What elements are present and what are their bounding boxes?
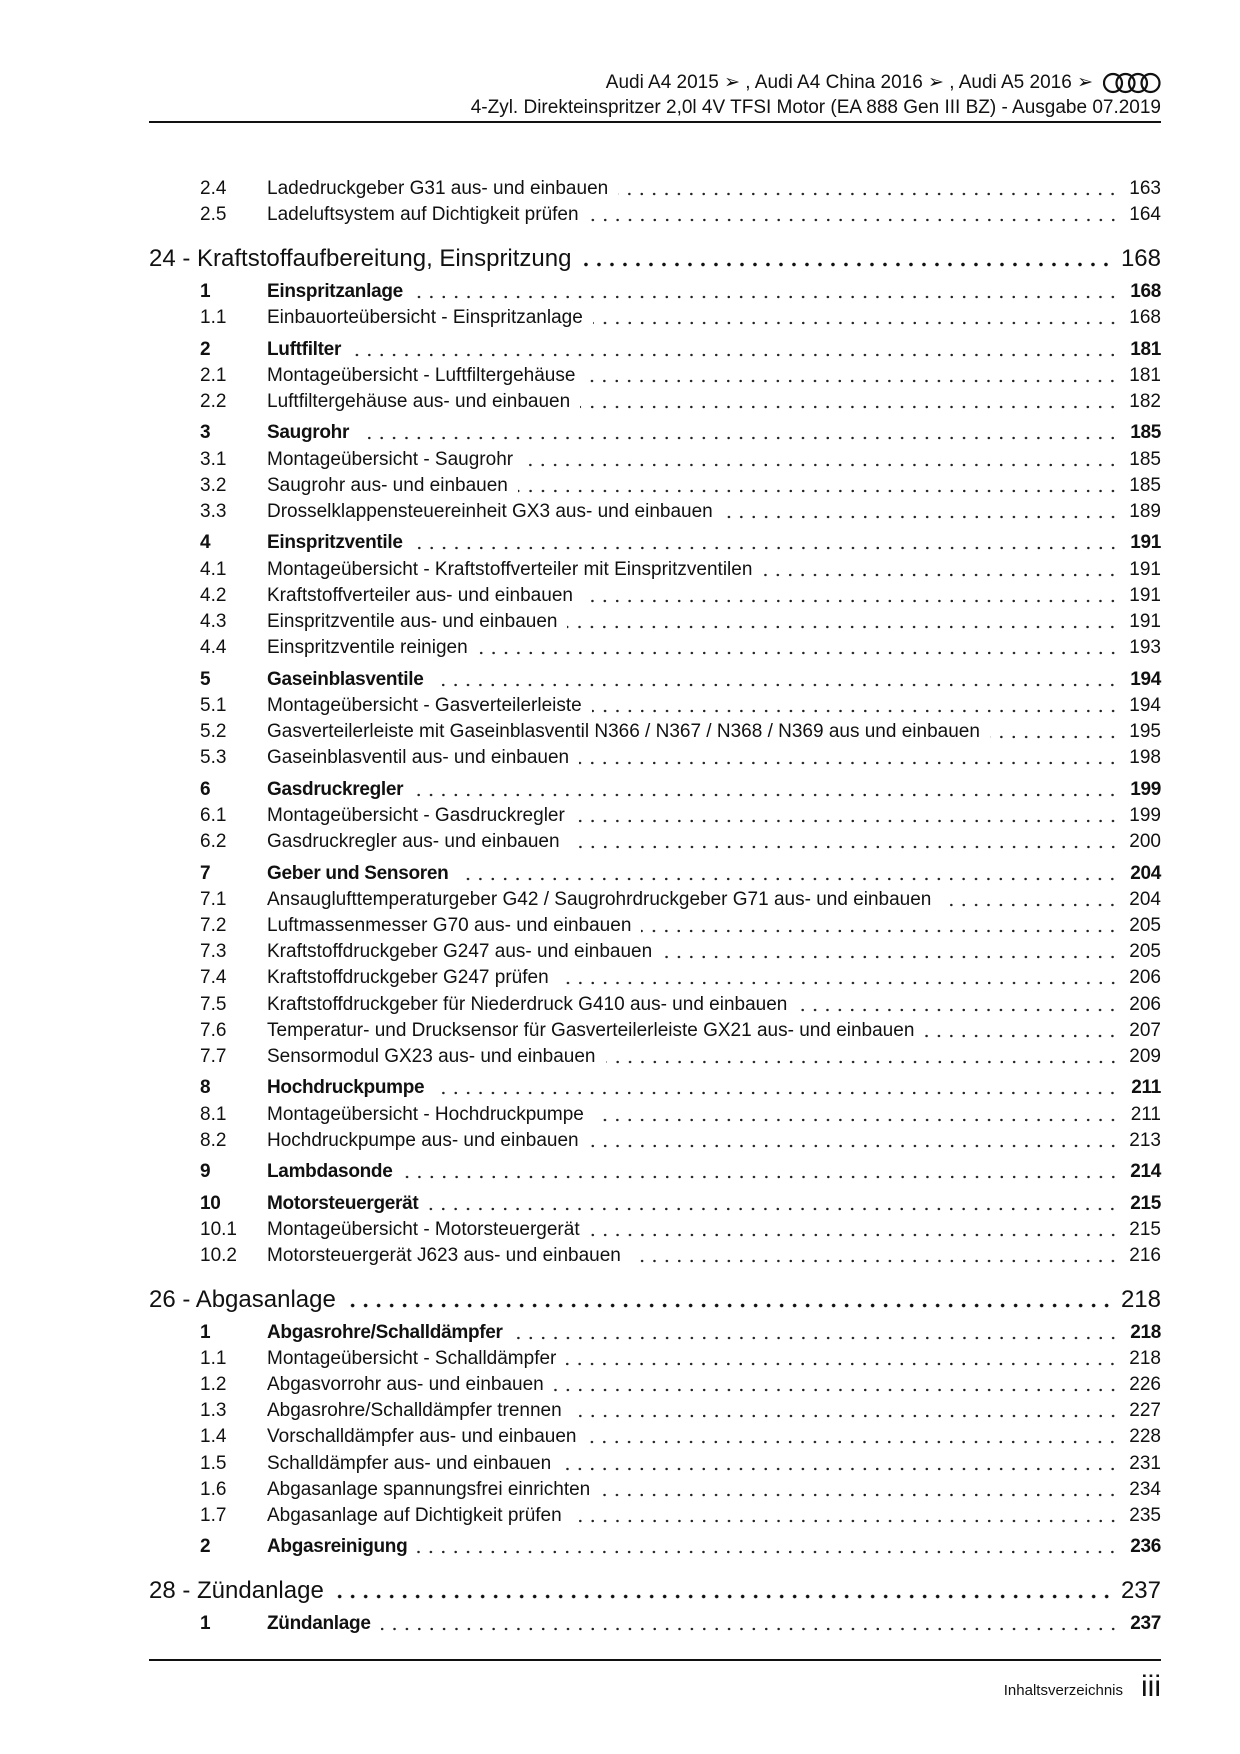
entry-title: Abgasreinigung — [267, 1536, 408, 1558]
entry-number: 1.1 — [200, 307, 227, 329]
entry-page: 206 — [1129, 993, 1161, 1015]
entry-title: Saugrohr — [267, 422, 350, 444]
audi-rings-logo-icon — [1103, 71, 1161, 95]
entry-number: 7.5 — [200, 993, 227, 1015]
table-of-contents — [149, 176, 1161, 1637]
entry-page: 227 — [1129, 1400, 1161, 1422]
toc-subsection[interactable] — [149, 913, 1161, 939]
entry-title: Montageübersicht - Saugrohr — [267, 448, 514, 470]
dot-leader — [924, 1018, 1119, 1044]
entry-title: Abgasrohre/Schalldämpfer trennen — [267, 1400, 562, 1422]
entry-page: 200 — [1129, 831, 1161, 853]
entry-title: Kraftstoffdruckgeber für Niederdruck G410 aus- und einbauen — [267, 993, 788, 1015]
entry-page: 181 — [1129, 364, 1161, 386]
entry-title: Gaseinblasventile — [267, 668, 424, 690]
entry-number: 1.5 — [200, 1452, 227, 1474]
dot-leader — [434, 1075, 1119, 1101]
toc-subsection[interactable] — [149, 1450, 1161, 1476]
dot-leader — [581, 247, 1112, 273]
entry-number: 4.2 — [200, 584, 227, 606]
entry-page: 185 — [1129, 448, 1161, 470]
dot-leader — [575, 803, 1119, 829]
entry-title: Gasverteilerleiste mit Gaseinblasventil N366 / N367 / N368 / N369 aus und einbauen — [267, 721, 980, 743]
entry-page: 211 — [1130, 1103, 1161, 1125]
toc-subsection[interactable] — [149, 887, 1161, 913]
entry-title: Ladedruckgeber G31 aus- und einbauen — [267, 178, 609, 200]
entry-title: Schalldämpfer aus- und einbauen — [267, 1452, 552, 1474]
dot-leader — [413, 279, 1119, 305]
entry-title: Luftfiltergehäuse aus- und einbauen — [267, 390, 571, 412]
entry-title: Gasdruckregler — [267, 778, 404, 800]
toc-subsection[interactable] — [149, 446, 1161, 472]
entry-page: 205 — [1129, 914, 1161, 936]
dot-leader — [592, 693, 1119, 719]
toc-subsection[interactable] — [149, 803, 1161, 829]
entry-number: 7.1 — [200, 888, 227, 910]
entry-number: 7.7 — [200, 1045, 227, 1067]
dot-leader — [403, 1159, 1120, 1185]
entry-page: 218 — [1120, 1286, 1161, 1314]
toc-section[interactable] — [149, 1534, 1161, 1560]
toc-subsection[interactable] — [149, 693, 1161, 719]
toc-subsection[interactable] — [149, 1243, 1161, 1269]
dot-leader — [618, 176, 1119, 202]
dot-leader — [572, 1503, 1119, 1529]
entry-page: 199 — [1129, 804, 1161, 826]
dot-leader — [513, 1320, 1119, 1346]
entry-title: 26 - Abgasanlage — [149, 1286, 336, 1314]
entry-page: 163 — [1129, 178, 1161, 200]
entry-number: 5.3 — [200, 747, 227, 769]
entry-title: Geber und Sensoren — [267, 862, 449, 884]
entry-title: Gasdruckregler aus- und einbauen — [267, 831, 560, 853]
entry-title: Kraftstoffdruckgeber G247 aus- und einbauen — [267, 941, 653, 963]
entry-title: Kraftstoffdruckgeber G247 prüfen — [267, 967, 549, 989]
dot-leader — [600, 1477, 1119, 1503]
entry-number: 5.2 — [200, 721, 227, 743]
entry-page: 211 — [1131, 1077, 1161, 1099]
header-models: Audi A4 2015 ➢ , Audi A4 China 2016 ➢ , Audi A5 2016 ➢ — [605, 72, 1093, 93]
toc-section[interactable] — [149, 1159, 1161, 1185]
entry-title: Montageübersicht - Schalldämpfer — [267, 1347, 557, 1369]
toc-subsection[interactable] — [149, 499, 1161, 525]
toc-chapter[interactable] — [149, 1578, 1161, 1605]
entry-page: 195 — [1129, 721, 1161, 743]
entry-page: 191 — [1130, 532, 1161, 554]
toc-subsection[interactable] — [149, 389, 1161, 415]
entry-number: 5 — [200, 668, 211, 690]
toc-section[interactable] — [149, 279, 1161, 305]
toc-subsection[interactable] — [149, 305, 1161, 331]
toc-subsection[interactable] — [149, 1503, 1161, 1529]
entry-number: 1.3 — [200, 1400, 227, 1422]
dot-leader — [413, 777, 1119, 803]
entry-title: Motorsteuergerät J623 aus- und einbauen — [267, 1245, 621, 1267]
toc-subsection[interactable] — [149, 965, 1161, 991]
dot-leader — [567, 609, 1119, 635]
entry-page: 209 — [1129, 1045, 1161, 1067]
toc-subsection[interactable] — [149, 991, 1161, 1017]
dot-leader — [523, 447, 1119, 473]
toc-subsection[interactable] — [149, 1477, 1161, 1503]
entry-title: Einspritzanlage — [267, 280, 403, 302]
dot-leader — [583, 583, 1119, 609]
toc-section[interactable] — [149, 1611, 1161, 1637]
entry-page: 207 — [1129, 1019, 1161, 1041]
entry-title: Ladeluftsystem auf Dichtigkeit prüfen — [267, 204, 579, 226]
entry-number: 4.1 — [200, 558, 227, 580]
entry-number: 2.4 — [200, 178, 227, 200]
entry-page: 198 — [1129, 747, 1161, 769]
entry-number: 8 — [200, 1077, 211, 1099]
dot-leader — [351, 337, 1119, 363]
entry-page: 182 — [1129, 390, 1161, 412]
dot-leader — [797, 992, 1119, 1018]
toc-subsection[interactable] — [149, 1044, 1161, 1070]
dot-leader — [594, 1102, 1119, 1128]
dot-leader — [346, 1288, 1113, 1314]
footer-label: Inhaltsverzeichnis — [1003, 1682, 1123, 1699]
entry-title: 28 - Zündanlage — [149, 1577, 324, 1605]
dot-leader — [723, 499, 1119, 525]
header-subtitle: 4-Zyl. Direkteinspritzer 2,0l 4V TFSI Motor (EA 888 Gen III BZ) - Ausgabe 07.2019 — [470, 97, 1161, 118]
toc-subsection[interactable] — [149, 556, 1161, 582]
entry-title: Montageübersicht - Motorsteuergerät — [267, 1218, 580, 1240]
dot-leader — [580, 389, 1119, 415]
entry-title: Montageübersicht - Kraftstoffverteiler mit Einspritzventilen — [267, 558, 753, 580]
entry-number: 4.4 — [200, 637, 227, 659]
dot-leader — [585, 363, 1119, 389]
dot-leader — [417, 1534, 1119, 1560]
dot-leader — [662, 939, 1119, 965]
entry-page: 191 — [1129, 558, 1161, 580]
entry-number: 1 — [200, 1321, 211, 1343]
entry-title: Lambdasonde — [267, 1161, 393, 1183]
entry-page: 193 — [1129, 637, 1161, 659]
entry-title: Abgasanlage spannungsfrei einrichten — [267, 1478, 591, 1500]
entry-number: 1.7 — [200, 1504, 227, 1526]
toc-section[interactable] — [149, 1075, 1161, 1101]
entry-title: Kraftstoffverteiler aus- und einbauen — [267, 584, 573, 606]
dot-leader — [413, 530, 1119, 556]
toc-section[interactable] — [149, 860, 1161, 886]
entry-page: 185 — [1129, 474, 1161, 496]
entry-title: Montageübersicht - Hochdruckpumpe — [267, 1103, 584, 1125]
entry-page: 194 — [1130, 668, 1161, 690]
dot-leader — [559, 965, 1119, 991]
entry-number: 1.6 — [200, 1478, 227, 1500]
dot-leader — [590, 1217, 1119, 1243]
entry-page: 194 — [1129, 694, 1161, 716]
entry-page: 215 — [1129, 1218, 1161, 1240]
entry-title: Montageübersicht - Gasverteilerleiste — [267, 694, 582, 716]
entry-page: 205 — [1129, 941, 1161, 963]
toc-section[interactable] — [149, 336, 1161, 362]
entry-title: Abgasrohre/Schalldämpfer — [267, 1321, 503, 1343]
entry-title: Abgasanlage auf Dichtigkeit prüfen — [267, 1504, 562, 1526]
entry-page: 236 — [1130, 1536, 1161, 1558]
entry-number: 8.1 — [200, 1103, 227, 1125]
dot-leader — [586, 1424, 1119, 1450]
toc-section[interactable] — [149, 666, 1161, 692]
entry-page: 199 — [1130, 778, 1161, 800]
entry-title: Einspritzventile aus- und einbauen — [267, 611, 558, 632]
entry-number: 1.2 — [200, 1373, 227, 1395]
toc-chapter[interactable] — [149, 1287, 1161, 1314]
dot-leader — [381, 1611, 1119, 1637]
dot-leader — [990, 719, 1119, 745]
toc-subsection[interactable] — [149, 176, 1161, 202]
entry-title: 24 - Kraftstoffaufbereitung, Einspritzung — [149, 245, 572, 273]
dot-leader — [334, 1579, 1113, 1605]
entry-number: 2 — [200, 338, 211, 360]
toc-subsection[interactable] — [149, 473, 1161, 499]
page-header — [471, 70, 1161, 120]
toc-subsection[interactable] — [149, 829, 1161, 855]
toc-subsection[interactable] — [149, 1398, 1161, 1424]
dot-leader — [428, 1191, 1119, 1217]
dot-leader — [566, 1346, 1119, 1372]
entry-title: Motorsteuergerät — [267, 1192, 419, 1214]
entry-page: 191 — [1129, 584, 1161, 606]
entry-title: Gaseinblasventil aus- und einbauen — [267, 747, 570, 769]
toc-section[interactable] — [149, 420, 1161, 446]
toc-subsection[interactable] — [149, 939, 1161, 965]
entry-page: 228 — [1129, 1426, 1161, 1448]
toc-subsection[interactable] — [149, 363, 1161, 389]
toc-subsection[interactable] — [149, 1018, 1161, 1044]
entry-number: 3.3 — [200, 500, 227, 522]
toc-chapter[interactable] — [149, 246, 1161, 273]
entry-number: 5.1 — [200, 694, 227, 716]
entry-title: Montageübersicht - Gasdruckregler — [267, 804, 565, 826]
entry-number: 1 — [200, 280, 211, 302]
entry-number: 7 — [200, 862, 211, 884]
toc-subsection[interactable] — [149, 1128, 1161, 1154]
toc-subsection[interactable] — [149, 583, 1161, 609]
entry-number: 10.2 — [200, 1245, 237, 1267]
dot-leader — [762, 557, 1119, 583]
entry-page: 226 — [1129, 1373, 1161, 1395]
page-number: iii — [1141, 1670, 1161, 1703]
entry-title: Zündanlage — [267, 1612, 371, 1634]
entry-page: 181 — [1130, 338, 1161, 360]
entry-page: 168 — [1129, 307, 1161, 329]
entry-title: Hochdruckpumpe aus- und einbauen — [267, 1129, 579, 1151]
entry-page: 218 — [1130, 1321, 1161, 1343]
dot-leader — [593, 305, 1119, 331]
toc-subsection[interactable] — [149, 202, 1161, 228]
entry-number: 2.1 — [200, 364, 227, 386]
toc-subsection[interactable] — [149, 1346, 1161, 1372]
dot-leader — [572, 1398, 1119, 1424]
toc-subsection[interactable] — [149, 719, 1161, 745]
entry-title: Luftfilter — [267, 338, 342, 360]
entry-page: 237 — [1130, 1612, 1161, 1634]
toc-subsection[interactable] — [149, 609, 1161, 635]
entry-number: 2.2 — [200, 390, 227, 412]
entry-page: 189 — [1129, 500, 1161, 522]
entry-page: 234 — [1129, 1478, 1161, 1500]
entry-number: 2 — [200, 1536, 211, 1558]
entry-title: Hochdruckpumpe — [267, 1077, 425, 1099]
dot-leader — [579, 745, 1119, 771]
entry-number: 1 — [200, 1612, 211, 1634]
toc-section[interactable] — [149, 777, 1161, 803]
entry-number: 1.4 — [200, 1426, 227, 1448]
entry-page: 231 — [1129, 1452, 1161, 1474]
dot-leader — [631, 1243, 1119, 1269]
entry-page: 235 — [1129, 1504, 1161, 1526]
dot-leader — [478, 635, 1119, 661]
entry-title: Luftmassenmesser G70 aus- und einbauen — [267, 914, 632, 936]
page-footer — [1004, 1672, 1161, 1702]
entry-number: 3.1 — [200, 448, 227, 470]
entry-title: Temperatur- und Drucksensor für Gasverteilerleiste GX21 aus- und einbauen — [267, 1019, 915, 1041]
entry-number: 7.6 — [200, 1019, 227, 1041]
entry-title: Einspritzventile reinigen — [267, 637, 468, 659]
entry-page: 237 — [1120, 1577, 1161, 1605]
entry-number: 6 — [200, 778, 211, 800]
entry-page: 168 — [1130, 280, 1161, 302]
toc-subsection[interactable] — [149, 745, 1161, 771]
entry-page: 164 — [1129, 204, 1161, 226]
dot-leader — [458, 861, 1119, 887]
entry-title: Saugrohr aus- und einbauen — [267, 474, 508, 496]
dot-leader — [554, 1372, 1119, 1398]
footer-divider — [149, 1659, 1161, 1661]
entry-page: 204 — [1129, 888, 1161, 910]
entry-title: Sensormodul GX23 aus- und einbauen — [267, 1045, 596, 1067]
entry-number: 10.1 — [200, 1218, 237, 1240]
entry-number: 4.3 — [200, 611, 227, 632]
entry-page: 168 — [1120, 245, 1161, 273]
dot-leader — [561, 1451, 1119, 1477]
dot-leader — [606, 1044, 1119, 1070]
entry-number: 7.2 — [200, 914, 227, 936]
entry-page: 206 — [1129, 967, 1161, 989]
toc-subsection[interactable] — [149, 635, 1161, 661]
dot-leader — [641, 913, 1119, 939]
dot-leader — [941, 887, 1119, 913]
header-divider — [149, 121, 1161, 123]
entry-page: 191 — [1129, 611, 1161, 632]
entry-title: Vorschalldämpfer aus- und einbauen — [267, 1426, 577, 1448]
toc-section[interactable] — [149, 1319, 1161, 1345]
entry-number: 3.2 — [200, 474, 227, 496]
toc-section[interactable] — [149, 530, 1161, 556]
entry-title: Ansauglufttemperaturgeber G42 / Saugrohrdruckgeber G71 aus- und einbauen — [267, 888, 932, 910]
entry-page: 215 — [1130, 1192, 1161, 1214]
entry-title: Abgasvorrohr aus- und einbauen — [267, 1373, 544, 1395]
entry-title: Einspritzventile — [267, 532, 403, 554]
toc-section[interactable] — [149, 1191, 1161, 1217]
toc-subsection[interactable] — [149, 1101, 1161, 1127]
dot-leader — [589, 202, 1119, 228]
entry-number: 9 — [200, 1161, 211, 1183]
entry-page: 213 — [1129, 1129, 1161, 1151]
entry-number: 6.2 — [200, 831, 227, 853]
entry-number: 3 — [200, 422, 211, 444]
entry-number: 1.1 — [200, 1347, 227, 1369]
entry-page: 218 — [1129, 1347, 1161, 1369]
entry-page: 216 — [1129, 1245, 1161, 1267]
toc-subsection[interactable] — [149, 1372, 1161, 1398]
entry-page: 214 — [1130, 1161, 1161, 1183]
entry-number: 7.4 — [200, 967, 227, 989]
dot-leader — [359, 420, 1119, 446]
entry-number: 2.5 — [200, 204, 227, 226]
toc-subsection[interactable] — [149, 1424, 1161, 1450]
dot-leader — [570, 829, 1119, 855]
entry-page: 204 — [1130, 862, 1161, 884]
entry-number: 7.3 — [200, 941, 227, 963]
entry-number: 6.1 — [200, 804, 227, 826]
entry-number: 4 — [200, 532, 211, 554]
entry-number: 8.2 — [200, 1129, 227, 1151]
dot-leader — [433, 667, 1119, 693]
entry-title: Einbauorteübersicht - Einspritzanlage — [267, 307, 583, 329]
dot-leader — [589, 1128, 1119, 1154]
entry-title: Montageübersicht - Luftfiltergehäuse — [267, 364, 576, 386]
dot-leader — [518, 473, 1119, 499]
entry-title: Drosselklappensteuereinheit GX3 aus- und einbauen — [267, 500, 713, 522]
entry-page: 185 — [1130, 422, 1161, 444]
toc-subsection[interactable] — [149, 1217, 1161, 1243]
entry-number: 10 — [200, 1192, 221, 1214]
